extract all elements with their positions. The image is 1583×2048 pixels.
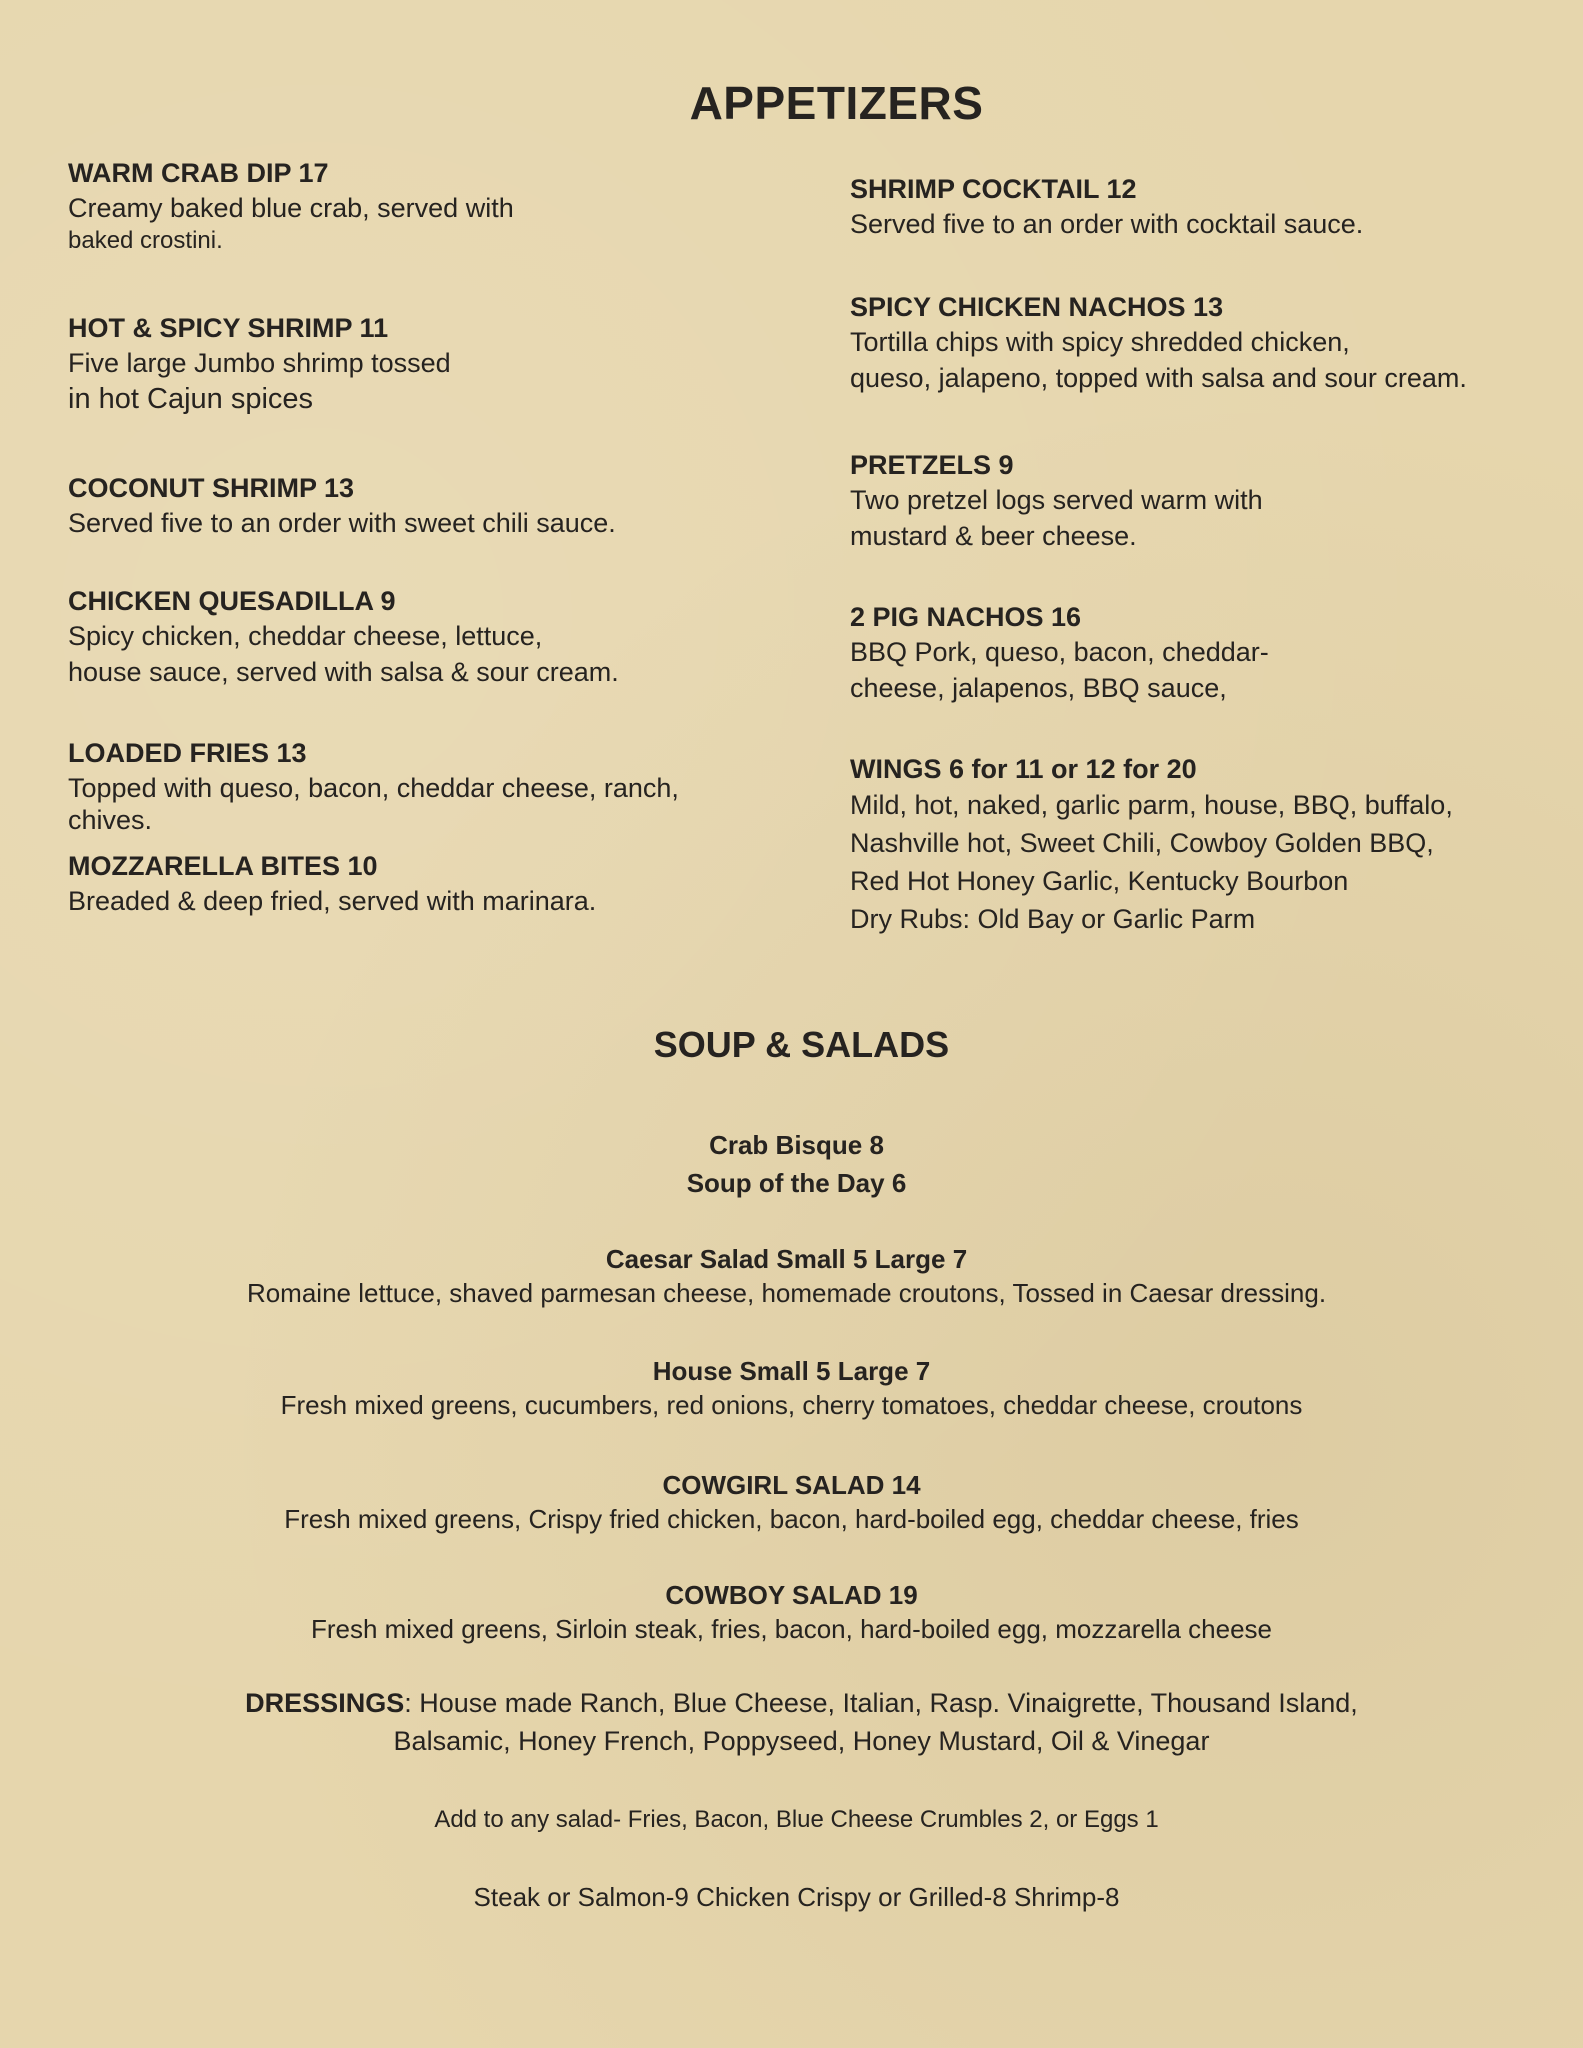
item-desc: Topped with queso, bacon, cheddar cheese, ranch,: [68, 773, 679, 803]
item-name: COCONUT SHRIMP 13: [68, 473, 355, 503]
item-desc: Dry Rubs: Old Bay or Garlic Parm: [850, 904, 1256, 934]
dressings-text: : House made Ranch, Blue Cheese, Italian, Rasp. Vinaigrette, Thousand Island,: [404, 1688, 1358, 1718]
salad-item: [0, 1578, 1583, 1646]
menu-item: [68, 471, 768, 541]
item-desc: mustard & beer cheese.: [850, 521, 1137, 551]
soup-salads-heading: SOUP & SALADS: [653, 1024, 950, 1065]
item-desc: chives.: [68, 805, 153, 835]
item-name: House Small 5 Large 7: [652, 1356, 931, 1386]
item-name: WARM CRAB DIP 17: [68, 158, 329, 188]
dressings-text: Balsamic, Honey French, Poppyseed, Honey Mustard, Oil & Vinegar: [393, 1726, 1210, 1756]
menu-item: [850, 752, 1550, 938]
salad-item: [0, 1468, 1583, 1536]
item-desc: house sauce, served with salsa & sour cream.: [68, 657, 619, 687]
item-desc: Creamy baked blue crab, served with: [68, 193, 514, 223]
menu-item: [850, 290, 1550, 396]
menu-item: [68, 849, 768, 919]
item-name: Crab Bisque 8: [709, 1130, 884, 1160]
item-desc: Spicy chicken, cheddar cheese, lettuce,: [68, 621, 543, 651]
menu-item: [68, 584, 768, 690]
soup-item: [0, 1126, 1583, 1202]
item-desc: BBQ Pork, queso, bacon, cheddar-: [850, 637, 1269, 667]
item-desc: Breaded & deep fried, served with marinara.: [68, 886, 597, 916]
menu-item: [850, 172, 1550, 242]
item-desc: queso, jalapeno, topped with salsa and sour cream.: [850, 363, 1467, 393]
item-name: COWBOY SALAD 19: [665, 1580, 918, 1610]
item-desc: cheese, jalapenos, BBQ sauce,: [850, 673, 1227, 703]
item-desc: Fresh mixed greens, cucumbers, red onions, cherry tomatoes, cheddar cheese, croutons: [280, 1390, 1303, 1420]
item-name: Caesar Salad Small 5 Large 7: [605, 1244, 968, 1274]
dressings-block: [0, 1684, 1583, 1760]
item-desc: Fresh mixed greens, Sirloin steak, fries, bacon, hard-boiled egg, mozzarella cheese: [310, 1614, 1273, 1644]
item-name: PRETZELS 9: [850, 450, 1014, 480]
item-desc: Tortilla chips with spicy shredded chicken,: [850, 327, 1350, 357]
item-name: WINGS 6 for 11 or 12 for 20: [850, 754, 1197, 784]
menu-item: [68, 311, 768, 417]
item-desc: Fresh mixed greens, Crispy fried chicken, bacon, hard-boiled egg, cheddar cheese, fries: [284, 1504, 1299, 1534]
protein-add-ons: Steak or Salmon-9 Chicken Crispy or Grilled-8 Shrimp-8: [473, 1882, 1120, 1912]
item-name: COWGIRL SALAD 14: [662, 1470, 921, 1500]
item-desc: Romaine lettuce, shaved parmesan cheese, homemade croutons, Tossed in Caesar dressing.: [246, 1278, 1327, 1308]
salad-add-ons: Add to any salad- Fries, Bacon, Blue Cheese Crumbles 2, or Eggs 1: [434, 1806, 1159, 1833]
item-name: 2 PIG NACHOS 16: [850, 602, 1082, 632]
item-name: MOZZARELLA BITES 10: [68, 851, 378, 881]
item-desc: Mild, hot, naked, garlic parm, house, BBQ, buffalo,: [850, 790, 1453, 820]
item-desc: Red Hot Honey Garlic, Kentucky Bourbon: [850, 866, 1349, 896]
appetizers-heading: APPETIZERS: [689, 77, 984, 129]
item-name: CHICKEN QUESADILLA 9: [68, 586, 396, 616]
item-desc: Two pretzel logs served warm with: [850, 485, 1263, 515]
menu-item: [850, 600, 1550, 706]
menu-item: [850, 448, 1550, 554]
item-desc: Served five to an order with sweet chili sauce.: [68, 508, 616, 538]
salad-item: [0, 1354, 1583, 1422]
item-name: Soup of the Day 6: [686, 1168, 907, 1198]
item-name: SPICY CHICKEN NACHOS 13: [850, 292, 1224, 322]
item-desc: Five large Jumbo shrimp tossed: [68, 348, 451, 378]
item-desc: baked crostini.: [68, 227, 223, 254]
item-name: HOT & SPICY SHRIMP 11: [68, 313, 389, 343]
item-name: LOADED FRIES 13: [68, 738, 307, 768]
item-desc: Served five to an order with cocktail sauce.: [850, 209, 1364, 239]
salad-item: [0, 1242, 1583, 1310]
item-desc: Nashville hot, Sweet Chili, Cowboy Golden BBQ,: [850, 828, 1434, 858]
dressings-label: DRESSINGS: [245, 1688, 405, 1718]
item-desc: in hot Cajun spices: [68, 383, 314, 415]
menu-item: [68, 156, 768, 256]
item-name: SHRIMP COCKTAIL 12: [850, 174, 1137, 204]
menu-item: [68, 736, 768, 834]
